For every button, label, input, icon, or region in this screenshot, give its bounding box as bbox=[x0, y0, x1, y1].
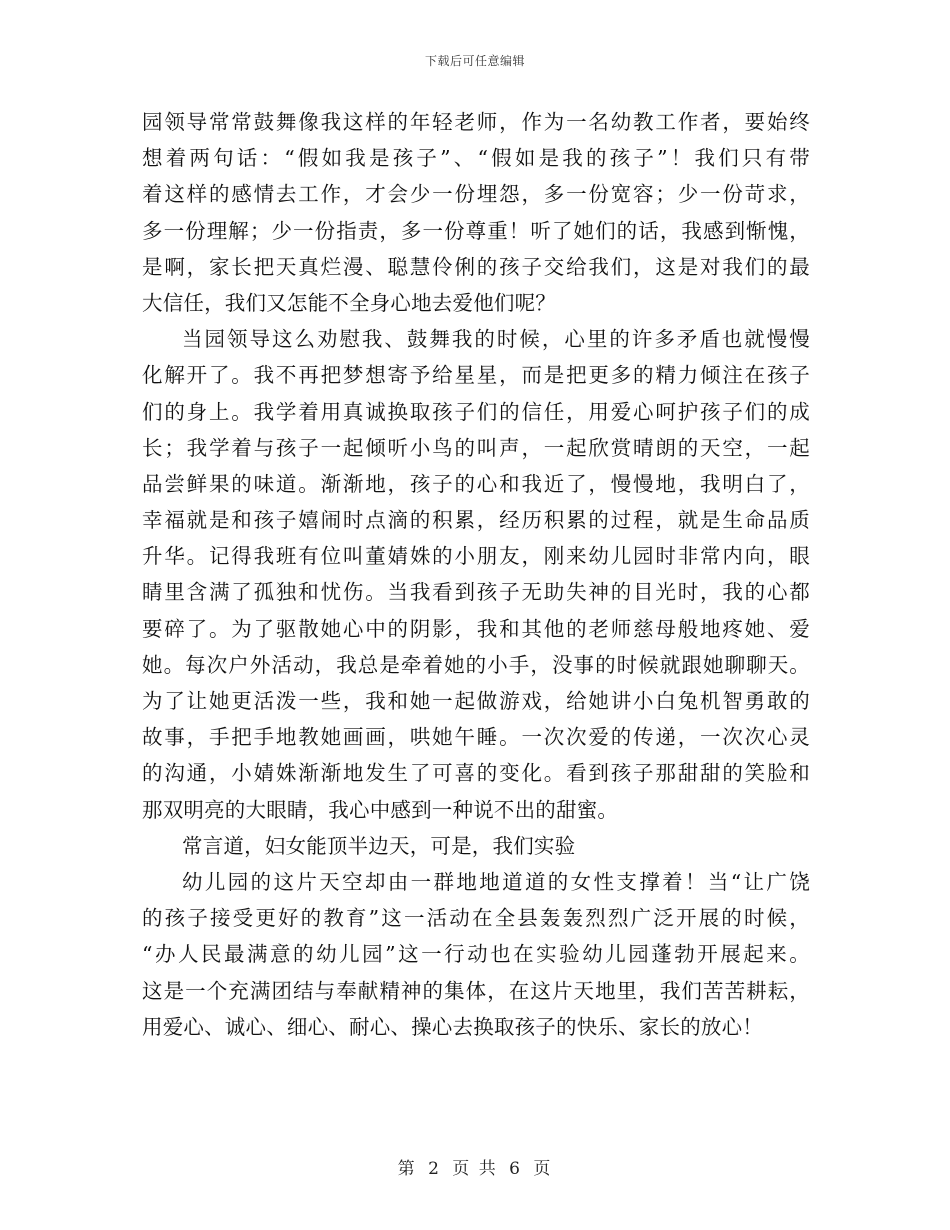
text-line: 故事，手把手地教她画画，哄她午睡。一次次爱的传递，一次次心灵 bbox=[142, 725, 810, 750]
text-line: 们的身上。我学着用真诚换取孩子们的信任，用爱心呵护孩子们的成 bbox=[142, 399, 810, 424]
text-line: 用爱心、诚心、细心、耐心、操心去换取孩子的快乐、家长的放心！ bbox=[142, 1014, 763, 1039]
text-line: 升华。记得我班有位叫董婧姝的小朋友，刚来幼儿园时非常内向，眼 bbox=[142, 544, 810, 569]
text-line: 幼儿园的这片天空却由一群地地道道的女性支撑着！当“让广饶 bbox=[182, 869, 810, 894]
text-line: 为了让她更活泼一些，我和她一起做游戏，给她讲小白兔机智勇敢的 bbox=[142, 689, 810, 713]
text-line: 大信任，我们又怎能不全身心地去爱他们呢？ bbox=[142, 290, 556, 315]
text-line: “办人民最满意的幼儿园”这一行动也在实验幼儿园蓬勃开展起来。 bbox=[142, 942, 810, 967]
text-line: 园领导常常鼓舞像我这样的年轻老师，作为一名幼教工作者，要始终 bbox=[142, 110, 810, 134]
text-line: 品尝鲜果的味道。渐渐地，孩子的心和我近了，慢慢地，我明白了， bbox=[142, 471, 810, 496]
document-body bbox=[142, 104, 810, 1045]
text-line: 那双明亮的大眼睛，我心中感到一种说不出的甜蜜。 bbox=[142, 797, 619, 822]
text-line: 的沟通，小婧姝渐渐地发生了可喜的变化。看到孩子那甜甜的笑脸和 bbox=[142, 761, 810, 786]
text-line: 要碎了。为了驱散她心中的阴影，我和其他的老师慈母般地疼她、爱 bbox=[142, 616, 810, 641]
text-line: 她。每次户外活动，我总是牵着她的小手，没事的时候就跟她聊聊天。 bbox=[142, 652, 810, 677]
footer-total-pages: 6 bbox=[509, 1159, 522, 1179]
text-line: 是啊，家长把天真烂漫、聪慧伶俐的孩子交给我们，这是对我们的最 bbox=[142, 254, 810, 279]
text-line: 幸福就是和孩子嬉闹时点滴的积累，经历积累的过程，就是生命品质 bbox=[142, 508, 810, 533]
text-line: 的孩子接受更好的教育”这一活动在全县轰轰烈烈广泛开展的时候， bbox=[142, 906, 810, 931]
footer-middle: 页 共 bbox=[452, 1159, 498, 1179]
page-header-note: 下载后可任意编辑 bbox=[424, 54, 525, 68]
text-line: 想着两句话：“假如我是孩子”、“假如是我的孩子”！我们只有带 bbox=[142, 146, 810, 171]
footer-prefix: 第 bbox=[397, 1159, 417, 1179]
page-footer bbox=[0, 1154, 950, 1179]
text-line: 常言道，妇女能顶半边天，可是，我们实验 bbox=[182, 833, 576, 858]
footer-suffix: 页 bbox=[533, 1159, 553, 1179]
text-line: 着这样的感情去工作，才会少一份埋怨，多一份宽容；少一份苛求， bbox=[142, 182, 810, 207]
text-line: 化解开了。我不再把梦想寄予给星星，而是把更多的精力倾注在孩子 bbox=[142, 363, 810, 388]
footer-current-page: 2 bbox=[428, 1159, 441, 1179]
text-line: 当园领导这么劝慰我、鼓舞我的时候，心里的许多矛盾也就慢慢 bbox=[182, 327, 810, 352]
text-line: 多一份理解；少一份指责，多一份尊重！听了她们的话，我感到惭愧， bbox=[142, 218, 810, 243]
text-line: 睛里含满了孤独和忧伤。当我看到孩子无助失神的目光时，我的心都 bbox=[142, 580, 810, 605]
text-line: 这是一个充满团结与奉献精神的集体，在这片天地里，我们苦苦耕耘， bbox=[142, 978, 810, 1003]
text-line: 长；我学着与孩子一起倾听小鸟的叫声，一起欣赏晴朗的天空，一起 bbox=[142, 435, 810, 460]
